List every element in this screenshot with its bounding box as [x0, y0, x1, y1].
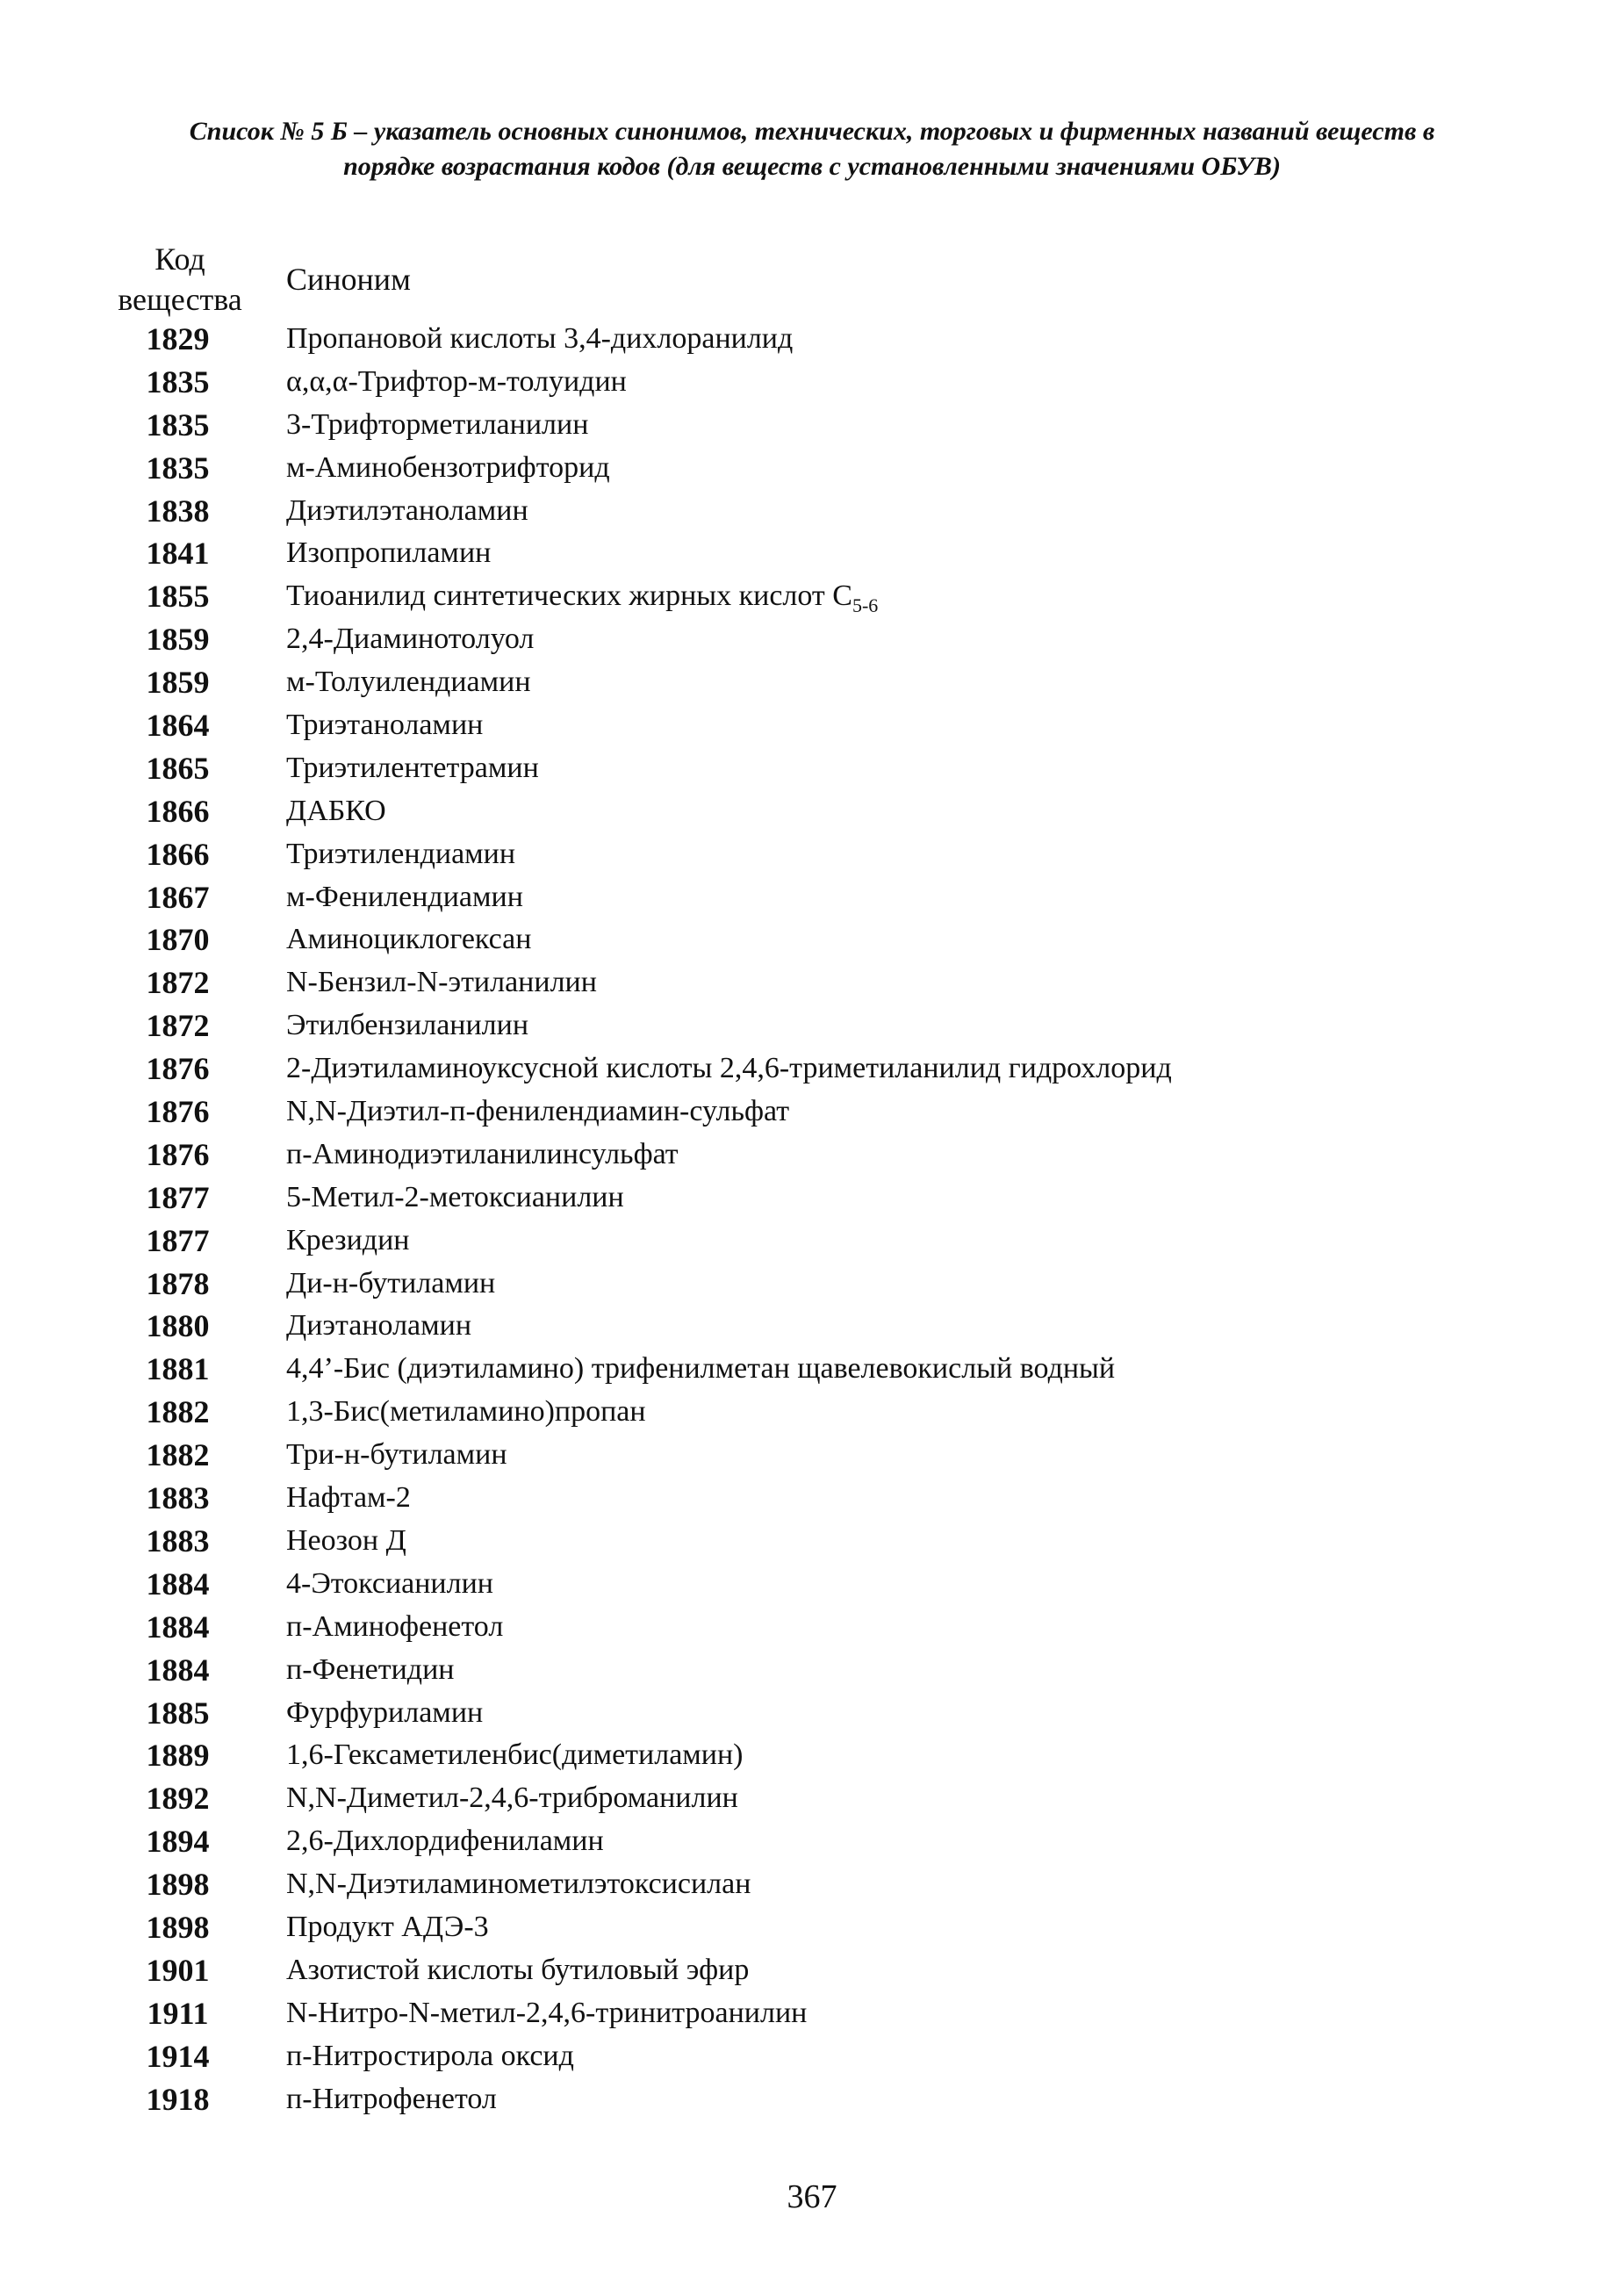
- synonym-text: [286, 1091, 789, 1133]
- table-row: [0, 1348, 1624, 1391]
- table-row: [0, 1004, 1624, 1047]
- substance-code: 1872: [146, 965, 210, 1001]
- synonym-text: [286, 490, 528, 532]
- synonym-name: N-Бензил-N-этиланилин: [286, 966, 597, 999]
- synonym-name: 2,4-Диаминотолуол: [286, 623, 535, 656]
- substance-code: 1865: [146, 750, 210, 786]
- synonym-text: [286, 1734, 744, 1776]
- synonym-name: Этилбензиланилин: [286, 1009, 529, 1042]
- table-row: [0, 490, 1624, 533]
- synonym-name: 4-Этоксианилин: [286, 1566, 493, 1600]
- synonym-text: [286, 1134, 679, 1176]
- synonym-name: 5-Метил-2-метоксианилин: [286, 1180, 624, 1213]
- synonym-text: [286, 2035, 574, 2077]
- table-row: [0, 1777, 1624, 1820]
- synonym-text: [286, 361, 627, 403]
- column-header-code-line1: Код: [154, 241, 205, 277]
- column-header-synonym: Синоним: [286, 262, 411, 297]
- substance-code: 1918: [146, 2081, 210, 2117]
- synonym-name: α,α,α-Трифтор-м-толуидин: [286, 364, 627, 398]
- substance-code: 1829: [146, 321, 210, 356]
- table-row: [0, 1949, 1624, 1992]
- table-row: [0, 961, 1624, 1004]
- synonym-name: 3-Трифторметиланилин: [286, 407, 589, 441]
- synonym-text: [286, 704, 483, 746]
- synonym-text: [286, 1305, 471, 1347]
- substance-code: 1884: [146, 1566, 210, 1602]
- table-row: [0, 1992, 1624, 2035]
- substance-code: 1884: [146, 1652, 210, 1688]
- table-row: [0, 1305, 1624, 1348]
- table-row: [0, 1563, 1624, 1606]
- table-row: [0, 704, 1624, 747]
- synonym-subscript: 5-6: [852, 594, 879, 617]
- synonym-name: Триэтилентетрамин: [286, 751, 539, 784]
- synonym-name: Три-н-бутиламин: [286, 1438, 507, 1472]
- table-row: [0, 1434, 1624, 1477]
- synonym-text: [286, 1777, 738, 1819]
- table-row: [0, 1220, 1624, 1263]
- synonym-name: Неозон Д: [286, 1523, 406, 1557]
- substance-code: 1911: [147, 1995, 209, 2031]
- synonym-text: [286, 1563, 493, 1605]
- table-row: [0, 1863, 1624, 1906]
- synonym-text: [286, 575, 878, 617]
- synonym-text: [286, 1047, 1172, 1090]
- table-row: [0, 361, 1624, 404]
- synonym-name: Тиоанилид синтетических жирных кислот C: [286, 579, 852, 613]
- synonym-text: [286, 1177, 624, 1219]
- table-row: [0, 747, 1624, 790]
- substance-code: 1885: [146, 1695, 210, 1731]
- synonym-text: [286, 532, 491, 574]
- page-header: [88, 114, 1536, 184]
- table-row: [0, 1649, 1624, 1692]
- synonym-name: 2,6-Дихлордифениламин: [286, 1825, 604, 1858]
- synonym-text: [286, 1520, 406, 1562]
- column-header-code-line2: вещества: [118, 282, 242, 317]
- synonym-text: [286, 833, 515, 875]
- table-row: [0, 1477, 1624, 1520]
- substance-code: 1835: [146, 450, 210, 486]
- synonym-text: [286, 661, 531, 703]
- synonym-name: Триэтилендиамин: [286, 837, 516, 870]
- substance-code: 1914: [146, 2038, 210, 2074]
- substance-code: 1898: [146, 1909, 210, 1945]
- synonym-name: 4,4’-Бис (диэтиламино) трифенилметан щавелевокислый водный: [286, 1352, 1116, 1386]
- synonym-text: [286, 747, 539, 789]
- table-row: [0, 1091, 1624, 1134]
- table-row: [0, 1692, 1624, 1735]
- table-row: [0, 2035, 1624, 2078]
- header-line-2: порядке возрастания кодов (для веществ с установленными значениями ОБУВ): [343, 152, 1281, 181]
- substance-code: 1864: [146, 708, 210, 744]
- synonym-name: 2-Диэтиламиноуксусной кислоты 2,4,6-триметиланилид гидрохлорид: [286, 1052, 1172, 1085]
- table-row: [0, 833, 1624, 876]
- synonym-name: Изопропиламин: [286, 536, 492, 570]
- synonym-text: [286, 318, 793, 360]
- synonym-text: [286, 1906, 489, 1948]
- substance-code: 1878: [146, 1265, 210, 1301]
- synonym-text: [286, 1391, 646, 1433]
- substance-code: 1835: [146, 407, 210, 443]
- substance-code: 1898: [146, 1867, 210, 1903]
- table-row: [0, 2078, 1624, 2121]
- synonym-text: [286, 1863, 751, 1905]
- table-row: [0, 1047, 1624, 1091]
- synonym-name: N-Нитро-N-метил-2,4,6-тринитроанилин: [286, 1996, 808, 2029]
- synonym-text: [286, 876, 523, 918]
- synonym-name: п-Аминофенетол: [286, 1609, 504, 1643]
- substance-code: 1883: [146, 1523, 210, 1559]
- synonym-name: м-Толуилендиамин: [286, 666, 531, 699]
- synonym-name: Крезидин: [286, 1223, 410, 1256]
- column-header-code: [105, 239, 255, 320]
- synonym-text: [286, 2078, 497, 2120]
- table-row: [0, 1134, 1624, 1177]
- synonym-text: [286, 1263, 495, 1305]
- substance-code: 1866: [146, 793, 210, 829]
- synonym-name: Диэтилэтаноламин: [286, 493, 528, 527]
- synonym-name: Нафтам-2: [286, 1481, 411, 1515]
- synonym-text: [286, 447, 610, 489]
- synonym-text: [286, 790, 386, 832]
- synonym-name: п-Нитрофенетол: [286, 2082, 497, 2115]
- substance-code: 1867: [146, 879, 210, 915]
- synonym-name: п-Аминодиэтиланилинсульфат: [286, 1137, 679, 1170]
- substance-code: 1883: [146, 1480, 210, 1516]
- synonym-name: 1,3-Бис(метиламино)пропан: [286, 1395, 646, 1429]
- header-line-1: Список № 5 Б – указатель основных синонимов, технических, торговых и фирменных названий веществ в: [189, 117, 1435, 146]
- synonym-text: [286, 618, 534, 660]
- table-row: [0, 318, 1624, 361]
- substance-code: 1889: [146, 1738, 210, 1774]
- substance-code: 1901: [146, 1952, 210, 1988]
- substance-code: 1876: [146, 1094, 210, 1130]
- synonym-name: Триэтаноламин: [286, 709, 484, 742]
- substance-code: 1841: [146, 536, 210, 572]
- substance-code: 1876: [146, 1051, 210, 1087]
- substance-code: 1870: [146, 922, 210, 958]
- table-row: [0, 790, 1624, 833]
- synonym-text: [286, 1949, 749, 1991]
- synonym-text: [286, 1649, 455, 1691]
- synonym-text: [286, 404, 588, 446]
- table-row: [0, 1906, 1624, 1949]
- synonym-name: Аминоциклогексан: [286, 923, 532, 956]
- synonym-name: Пропановой кислоты 3,4-дихлоранилид: [286, 322, 794, 355]
- synonym-name: Фурфуриламин: [286, 1695, 484, 1729]
- synonym-text: [286, 1820, 604, 1862]
- synonym-text: [286, 1220, 410, 1262]
- table-row: [0, 1820, 1624, 1863]
- table-row: [0, 532, 1624, 575]
- substance-code: 1855: [146, 579, 210, 615]
- synonym-text: [286, 961, 597, 1004]
- substance-code: 1884: [146, 1609, 210, 1645]
- table-row: [0, 876, 1624, 919]
- substance-code: 1876: [146, 1136, 210, 1172]
- synonym-name: ДАБКО: [286, 794, 386, 827]
- substance-code: 1882: [146, 1437, 210, 1473]
- synonym-name: п-Фенетидин: [286, 1652, 455, 1686]
- table-row: [0, 661, 1624, 704]
- substance-code: 1877: [146, 1179, 210, 1215]
- substance-code: 1892: [146, 1781, 210, 1817]
- substance-code: 1872: [146, 1008, 210, 1044]
- synonym-text: [286, 1434, 507, 1476]
- table-row: [0, 1734, 1624, 1777]
- synonym-name: N,N-Диэтил-п-фенилендиамин-сульфат: [286, 1095, 790, 1128]
- page-number: 367: [787, 2178, 837, 2215]
- synonym-text: [286, 918, 531, 961]
- substance-code: 1882: [146, 1394, 210, 1430]
- substance-code: 1838: [146, 493, 210, 529]
- synonym-name: м-Аминобензотрифторид: [286, 450, 610, 484]
- table-row: [0, 447, 1624, 490]
- substance-code: 1881: [146, 1351, 210, 1387]
- table-row: [0, 1606, 1624, 1649]
- synonym-name: N,N-Диметил-2,4,6-триброманилин: [286, 1782, 738, 1815]
- substance-code: 1859: [146, 622, 210, 658]
- substance-code: 1866: [146, 836, 210, 872]
- synonym-name: N,N-Диэтиламинометилэтоксисилан: [286, 1868, 751, 1901]
- synonym-name: п-Нитростирола оксид: [286, 2039, 574, 2072]
- synonym-name: Ди-н-бутиламин: [286, 1266, 496, 1299]
- table-row: [0, 618, 1624, 661]
- table-row: [0, 1520, 1624, 1563]
- synonym-text: [286, 1348, 1115, 1390]
- synonym-name: Диэтаноламин: [286, 1309, 472, 1343]
- substance-code: 1894: [146, 1824, 210, 1860]
- synonym-name: Азотистой кислоты бутиловый эфир: [286, 1953, 750, 1986]
- table-row: [0, 918, 1624, 961]
- table-row: [0, 1391, 1624, 1434]
- table-row: [0, 575, 1624, 618]
- synonym-text: [286, 1477, 411, 1519]
- table-row: [0, 404, 1624, 447]
- synonym-text: [286, 1992, 807, 2034]
- table-row: [0, 1177, 1624, 1220]
- table-row: [0, 1263, 1624, 1306]
- substance-code: 1877: [146, 1222, 210, 1258]
- synonym-name: 1,6-Гексаметиленбис(диметиламин): [286, 1738, 744, 1772]
- substance-code: 1835: [146, 364, 210, 400]
- substance-code: 1859: [146, 665, 210, 701]
- synonym-name: м-Фенилендиамин: [286, 880, 523, 913]
- synonym-text: [286, 1004, 528, 1047]
- synonym-text: [286, 1692, 483, 1734]
- synonym-table: [0, 318, 1624, 2120]
- synonym-text: [286, 1606, 503, 1648]
- substance-code: 1880: [146, 1308, 210, 1344]
- synonym-name: Продукт АДЭ-3: [286, 1910, 489, 1943]
